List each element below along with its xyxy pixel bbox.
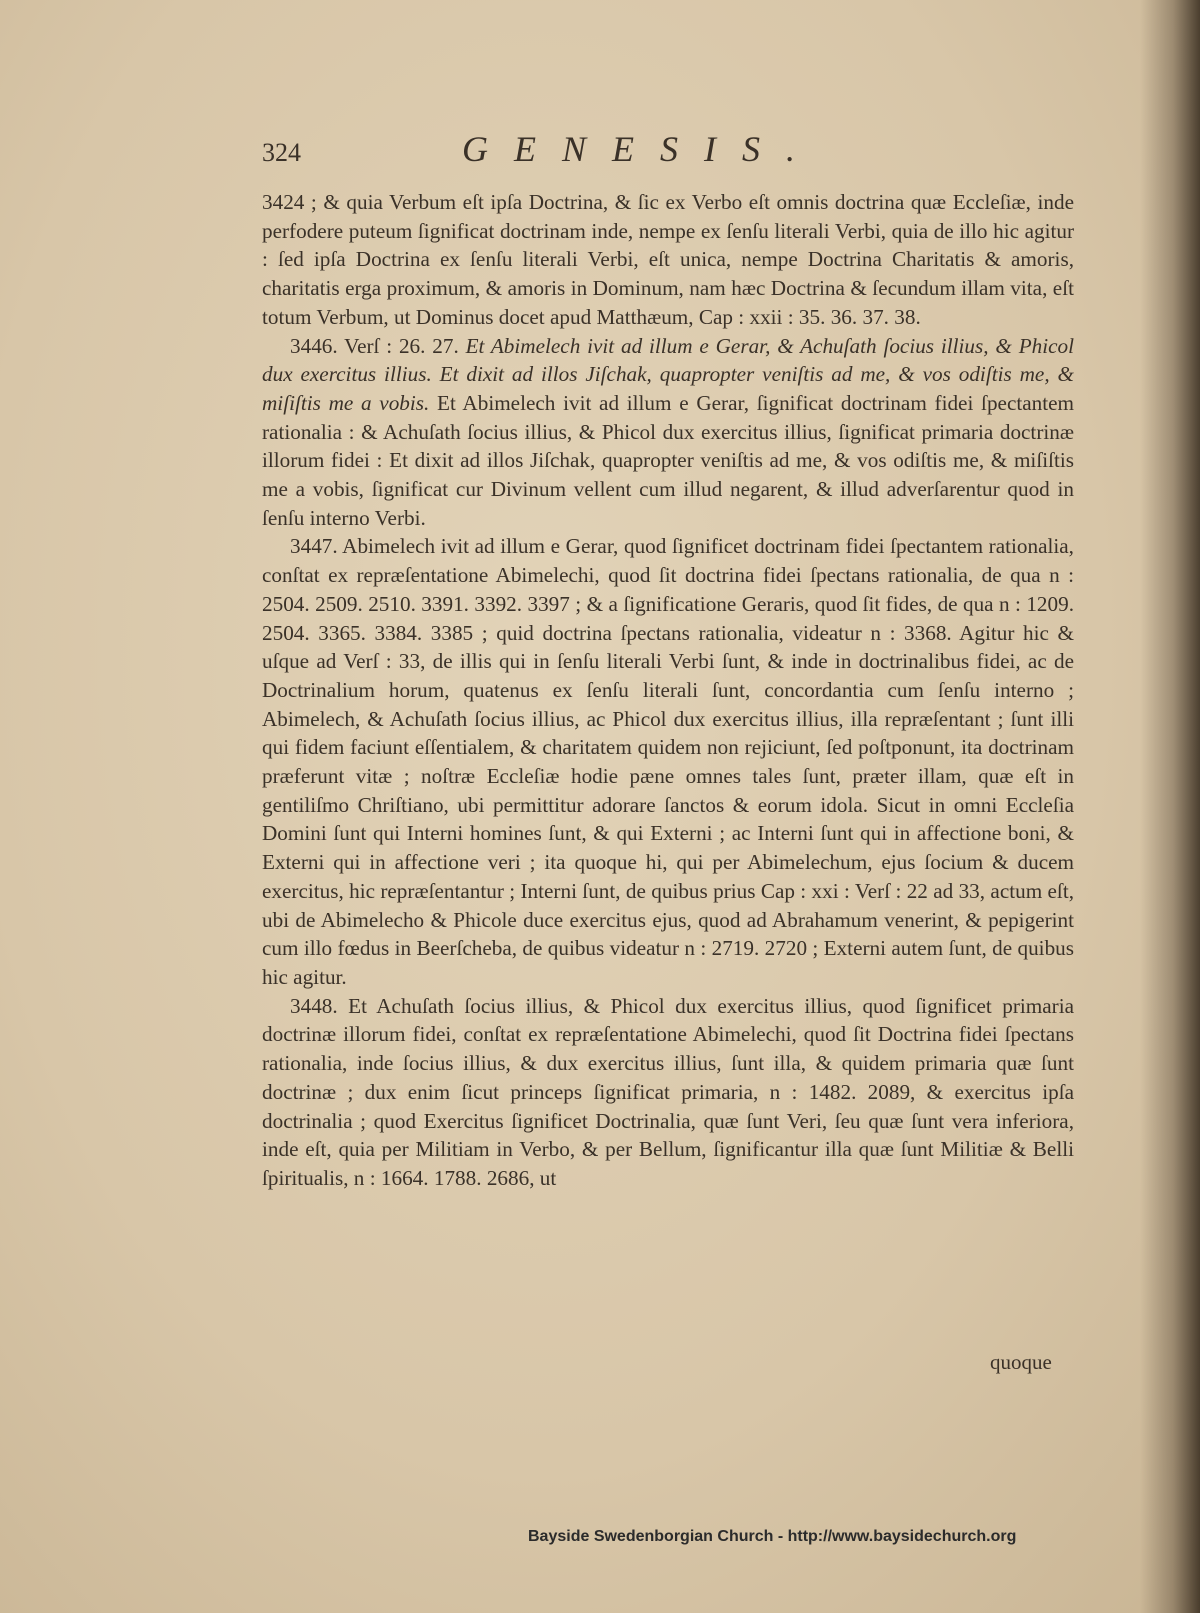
paragraph-text: Et Achuſath ſocius illius, & Phicol dux exercitus illius, quod ſignificet primaria doctrinæ illorum fidei, conſtat ex repræſentatione Abimelechi, quod ſit Doctrina fidei ſpectans rationalia, inde ſocius illius, & dux exercitus illius, ſunt illa, & quidem primaria quæ ſunt doctrinæ ; dux enim ſicut princeps ſignificat primaria, n : 1482. 2089, & exercitus ipſa doctrinalia ; quod Exercitus ſignificet Doctrinalia, quæ ſunt Veri, ſeu quæ ſunt vera inferiora, inde eſt, quia per Militiam in Verbo, & per Bellum, ſignificantur illa quæ ſunt Militiæ & Belli ſpiritualis, n : 1664. 1788. 2686, ut [262,993,1075,1190]
paragraph-text: Et Abimelech ivit ad illum e Gerar, ſignificat doctrinam fidei ſpectantem rationalia : & Achuſath ſocius illius, & Phicol dux exercitus illius, ſignificat primaria doctrinæ illorum fidei : Et dixit ad illos Jiſchak, quapropter veniſtis ad me, & vos odiſtis me, & miſiſtis me a vobis, ſignificat cur Divinum vellent cum illud negarent, & illud adverſarentur quod in ſenſu interno Verbi. [262,390,1075,530]
paragraph-text: Abimelech ivit ad illum e Gerar, quod ſignificet doctrinam fidei ſpectantem rationalia, conſtat ex repræſentatione Abimelechi, quod ſit doctrina fidei ſpectans rationalia, de qua n : 2504. 2509. 2510. 3391. 3392. 3397 ; & a ſignificatione Geraris, quod ſit fides, de qua n : 1209. 2504. 3365. 3384. 3385 ; quid doctrina ſpectans rationalia, videatur n : 3368. Agitur hic & uſque ad Verſ : 33, de illis qui in ſenſu literali Verbi ſunt, & inde in doctrinalibus fidei, ac de Doctrinalium horum, quatenus ex ſenſu literali ſunt, concordantia cum ſenſu interno ; Abimelech, & Achuſath ſocius illius, ac Phicol dux exercitus illius, illa repræſentant ; ſunt illi qui fidem faciunt eſſentialem, & charitatem quidem non rejiciunt, ſed poſtponunt, ita doctrinam præferunt vitæ ; noſtræ Eccleſiæ hodie pæne omnes tales ſunt, præter illam, quæ eſt in gentiliſmo Chriſtiano, ubi permittitur adorare ſanctos & eorum idola. Sicut in omni Eccleſia Domini ſunt qui Interni homines ſunt, & qui Externi ; ac Interni ſunt qui in affectione boni, & Externi qui in affectione veri ; ita quoque hi, qui per Abimelechum, ejus ſocium & ducem exercitus, hic repræſentantur ; Interni ſunt, de quibus prius Cap : xxi : Verſ : 22 ad 33, actum eſt, ubi de Abimelecho & Phicole duce exercitus ejus, quod ad Abrahamum venerint, & pepigerint cum illo fœdus in Beerſcheba, de quibus videatur n : 2719. 2720 ; Externi autem ſunt, de quibus hic agitur. [262,534,1074,989]
paragraph [262,532,1074,991]
paragraph-number: 3448. [290,993,338,1018]
paragraph-number: 3446. [290,333,338,358]
catchword: quoque [990,1350,1052,1374]
paragraph [262,188,1074,332]
scripture-quote: Et Abimelech ivit ad illum e Gerar, & Achuſath ſocius illius, & Phicol dux exercitus illius. Et dixit ad illos Jiſchak, quapropter veniſtis ad me, & vos odiſtis me, & miſiſtis me a vobis. [262,333,1074,415]
page-number: 324 [262,138,301,167]
page-header [262,128,1082,178]
footer-credit: Bayside Swedenborgian Church - http://www.baysidechurch.org [528,1528,1017,1545]
verse-reference: Verſ : 26. 27. [344,333,459,358]
body-text [262,188,1074,1193]
paragraph-text: 3424 ; & quia Verbum eſt ipſa Doctrina, & ſic ex Verbo eſt omnis doctrina quæ Eccleſiæ, inde perfodere puteum ſignificat doctrinam inde, nempe ex ſenſu literali Verbi, quia de illo hic agitur : ſed ipſa Doctrina ex ſenſu literali Verbi, eſt unica, nempe Doctrina Charitatis & amoris, charitatis erga proximum, & amoris in Dominum, nam hæc Doctrina & ſecundum illam vita, eſt totum Verbum, ut Dominus docet apud Matthæum, Cap : xxii : 35. 36. 37. 38. [262,190,1074,329]
paragraph [262,332,1074,533]
binding-gutter [1140,0,1200,1613]
paragraph [262,992,1074,1193]
paragraph-number: 3447. [290,534,338,559]
running-title: GENESIS. [462,129,821,169]
